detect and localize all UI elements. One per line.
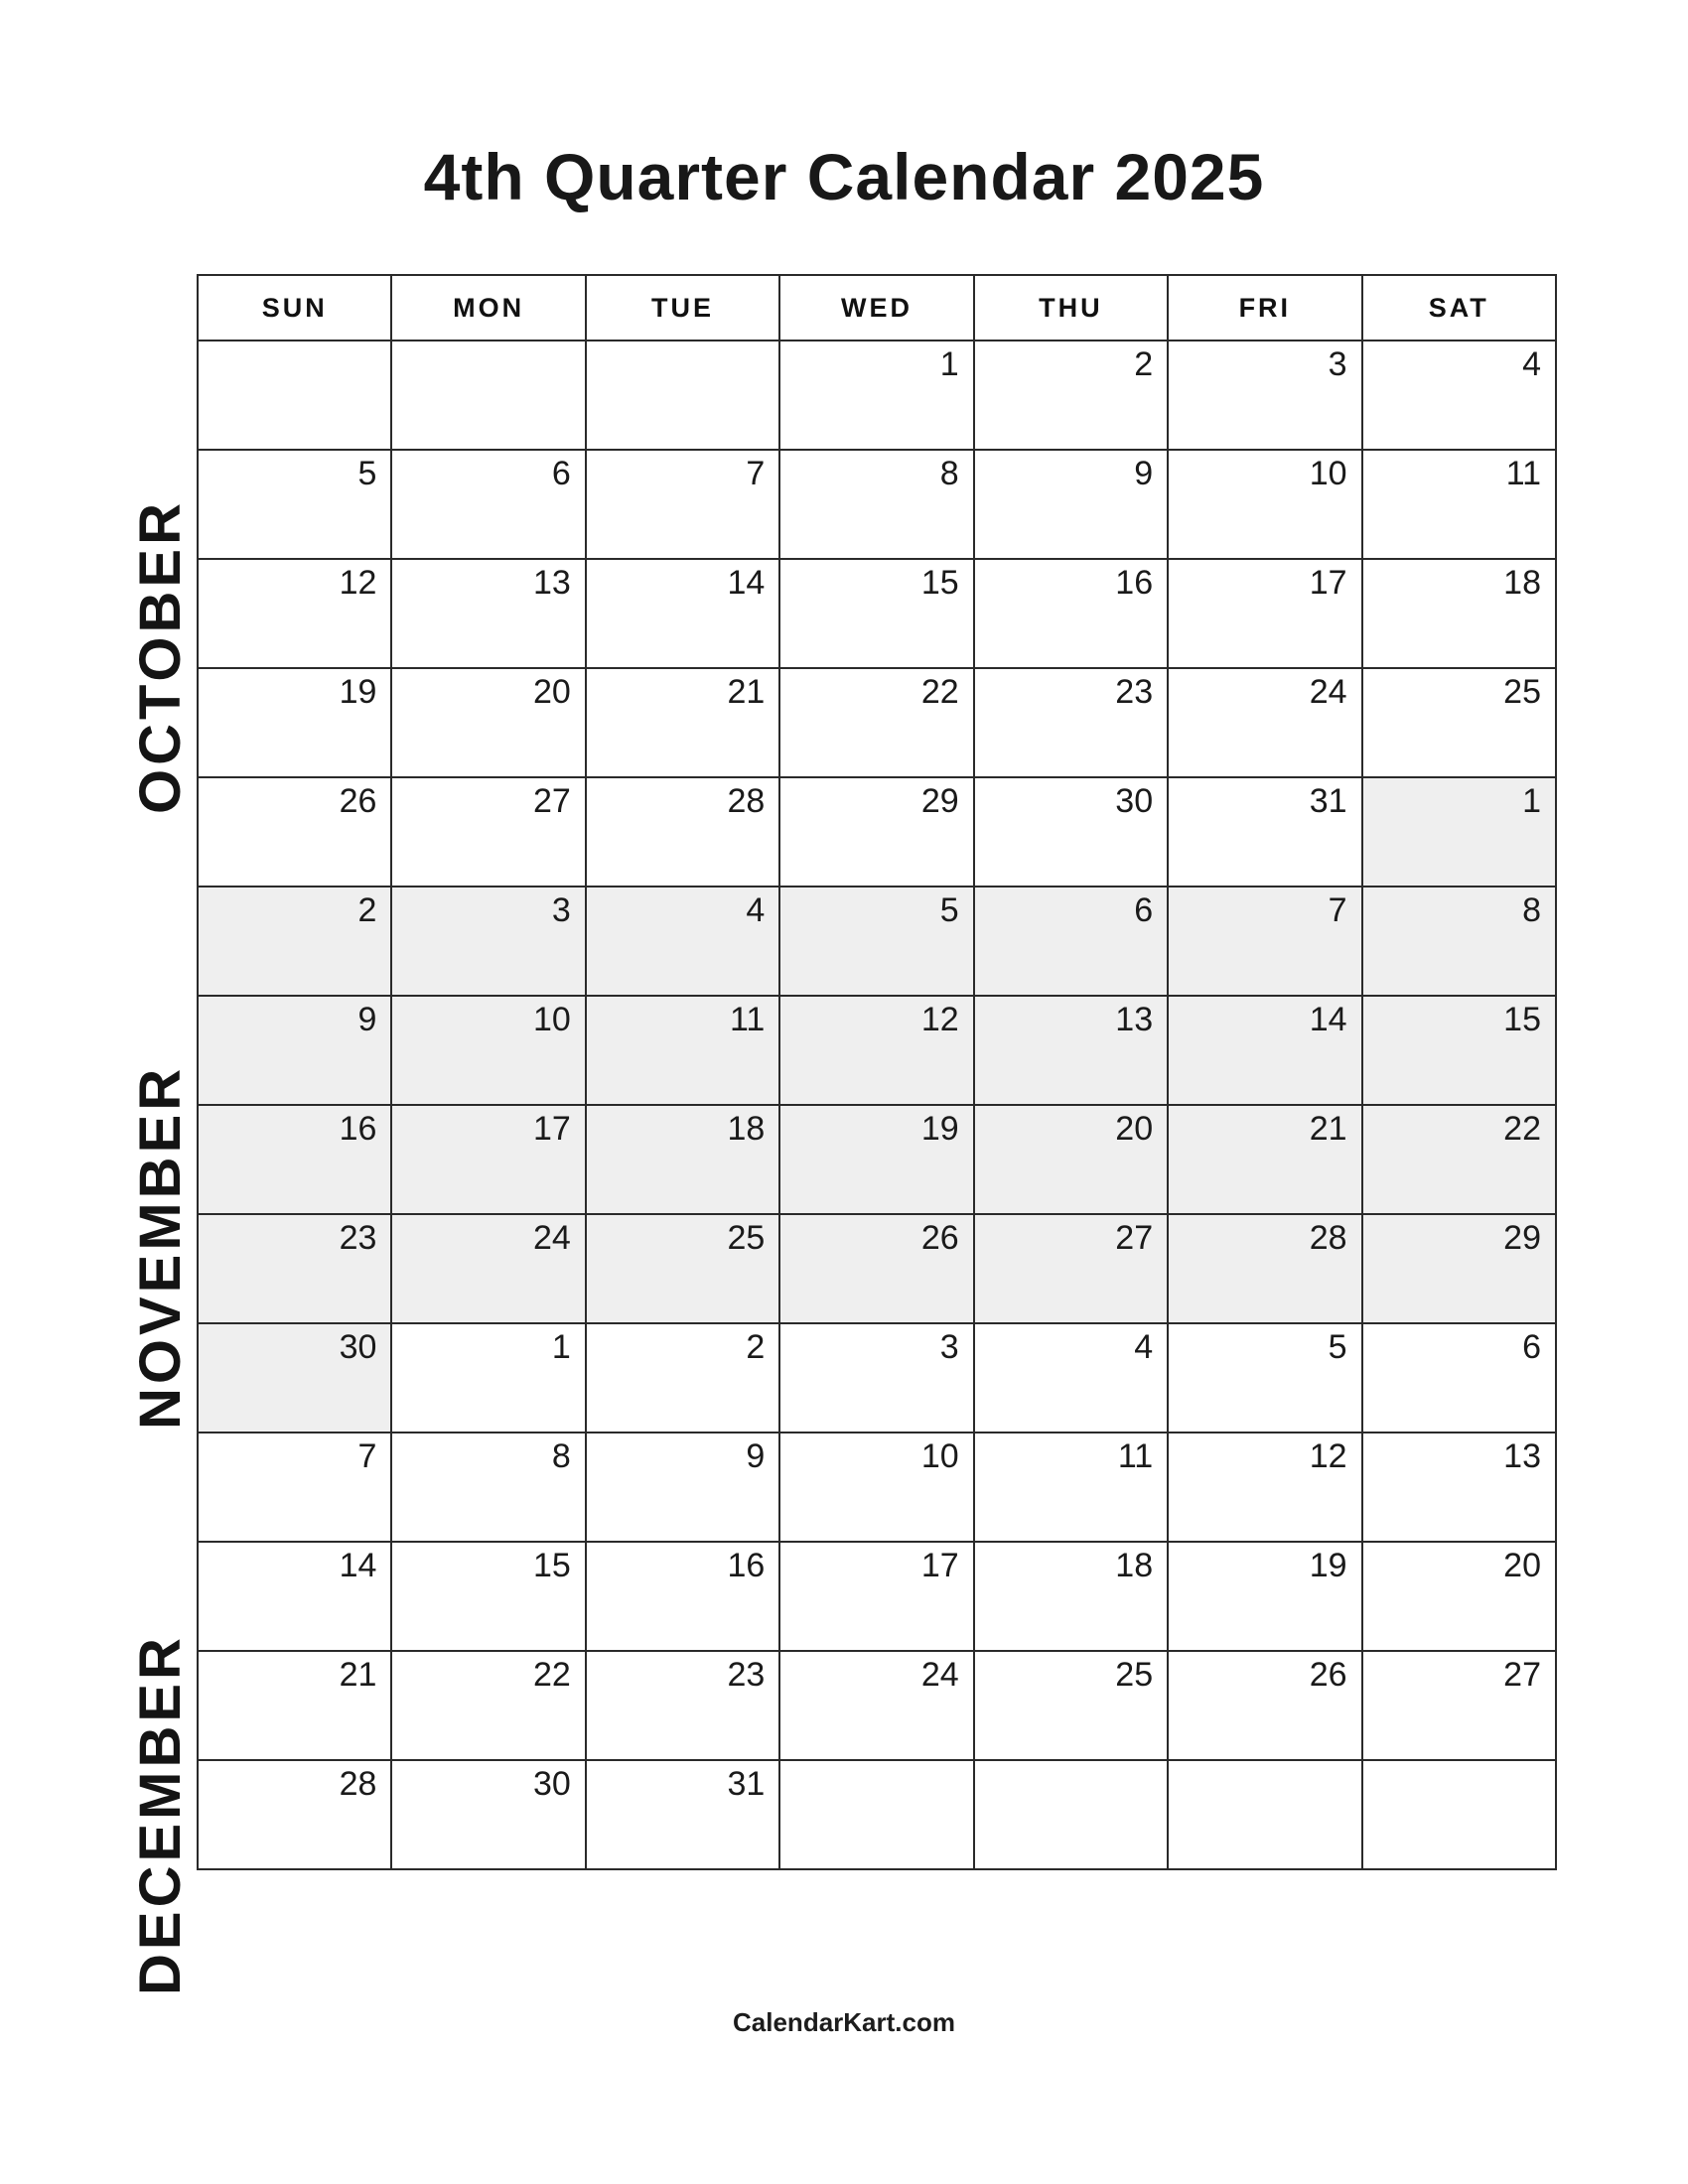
calendar-day-cell[interactable]: 12 — [1168, 1433, 1361, 1542]
calendar-cell-empty — [974, 1760, 1168, 1869]
calendar-day-cell[interactable]: 9 — [198, 996, 391, 1105]
weekday-header-tue: TUE — [586, 275, 779, 341]
calendar-cell-empty — [1362, 1760, 1556, 1869]
calendar-day-cell[interactable]: 30 — [198, 1323, 391, 1433]
calendar-day-cell[interactable]: 8 — [1362, 887, 1556, 996]
calendar-day-cell[interactable]: 22 — [1362, 1105, 1556, 1214]
calendar-day-cell[interactable]: 2 — [974, 341, 1168, 450]
weekday-header-sun: SUN — [198, 275, 391, 341]
calendar-day-cell[interactable]: 19 — [1168, 1542, 1361, 1651]
calendar-day-cell[interactable]: 14 — [1168, 996, 1361, 1105]
calendar-day-cell[interactable]: 6 — [391, 450, 585, 559]
weekday-header-row — [198, 275, 1556, 341]
calendar-day-cell[interactable]: 20 — [391, 668, 585, 777]
calendar-day-cell[interactable]: 30 — [974, 777, 1168, 887]
calendar-week-row — [198, 1542, 1556, 1651]
calendar-day-cell[interactable]: 5 — [779, 887, 973, 996]
calendar-day-cell[interactable]: 28 — [1168, 1214, 1361, 1323]
calendar-cell-empty — [391, 341, 585, 450]
calendar-week-row — [198, 777, 1556, 887]
calendar-day-cell[interactable]: 17 — [1168, 559, 1361, 668]
calendar-week-row — [198, 341, 1556, 450]
calendar-cell-empty — [586, 341, 779, 450]
calendar-day-cell[interactable]: 10 — [391, 996, 585, 1105]
calendar-day-cell[interactable]: 1 — [391, 1323, 585, 1433]
footer-branding: CalendarKart.com — [733, 2007, 955, 2037]
calendar-day-cell[interactable]: 21 — [198, 1651, 391, 1760]
calendar-day-cell[interactable]: 16 — [974, 559, 1168, 668]
calendar-week-row — [198, 996, 1556, 1105]
calendar-day-cell[interactable]: 17 — [391, 1105, 585, 1214]
calendar-week-row — [198, 1323, 1556, 1433]
calendar-day-cell[interactable]: 21 — [586, 668, 779, 777]
calendar-day-cell[interactable]: 13 — [1362, 1433, 1556, 1542]
calendar-day-cell[interactable]: 15 — [779, 559, 973, 668]
calendar-day-cell[interactable]: 10 — [1168, 450, 1361, 559]
month-label-december: DECEMBER — [128, 1634, 193, 1995]
calendar-week-row — [198, 1214, 1556, 1323]
calendar-day-cell[interactable]: 4 — [1362, 341, 1556, 450]
calendar-day-cell[interactable]: 9 — [586, 1433, 779, 1542]
calendar-day-cell[interactable]: 23 — [198, 1214, 391, 1323]
calendar-day-cell[interactable]: 8 — [779, 450, 973, 559]
calendar-day-cell[interactable]: 7 — [586, 450, 779, 559]
calendar-day-cell[interactable]: 6 — [1362, 1323, 1556, 1433]
calendar-day-cell[interactable]: 11 — [586, 996, 779, 1105]
calendar-day-cell[interactable]: 19 — [198, 668, 391, 777]
calendar-day-cell[interactable]: 24 — [779, 1651, 973, 1760]
calendar-day-cell[interactable]: 18 — [1362, 559, 1556, 668]
calendar-day-cell[interactable]: 31 — [586, 1760, 779, 1869]
calendar-day-cell[interactable]: 21 — [1168, 1105, 1361, 1214]
page-title: 4th Quarter Calendar 2025 — [423, 140, 1265, 213]
calendar-day-cell[interactable]: 12 — [779, 996, 973, 1105]
weekday-header-thu: THU — [974, 275, 1168, 341]
calendar-day-cell[interactable]: 13 — [391, 559, 585, 668]
calendar-day-cell[interactable]: 31 — [1168, 777, 1361, 887]
calendar-day-cell[interactable]: 26 — [779, 1214, 973, 1323]
calendar-day-cell[interactable]: 3 — [779, 1323, 973, 1433]
calendar-day-cell[interactable]: 15 — [391, 1542, 585, 1651]
calendar-day-cell[interactable]: 27 — [391, 777, 585, 887]
calendar-day-cell[interactable]: 27 — [1362, 1651, 1556, 1760]
calendar-day-cell[interactable]: 17 — [779, 1542, 973, 1651]
calendar-day-cell[interactable]: 1 — [1362, 777, 1556, 887]
calendar-day-cell[interactable]: 7 — [198, 1433, 391, 1542]
calendar-week-row — [198, 1105, 1556, 1214]
calendar-day-cell[interactable]: 12 — [198, 559, 391, 668]
calendar-cell-empty — [779, 1760, 973, 1869]
calendar-week-row — [198, 1433, 1556, 1542]
calendar-day-cell[interactable]: 8 — [391, 1433, 585, 1542]
calendar-day-cell[interactable]: 3 — [391, 887, 585, 996]
calendar-day-cell[interactable]: 25 — [974, 1651, 1168, 1760]
calendar-day-cell[interactable]: 1 — [779, 341, 973, 450]
calendar-day-cell[interactable]: 2 — [586, 1323, 779, 1433]
calendar-day-cell[interactable]: 29 — [1362, 1214, 1556, 1323]
calendar-day-cell[interactable]: 25 — [1362, 668, 1556, 777]
calendar-grid — [197, 274, 1557, 1870]
calendar-cell-empty — [1168, 1760, 1361, 1869]
calendar-table — [197, 274, 1557, 1870]
weekday-header-mon: MON — [391, 275, 585, 341]
weekday-header-fri: FRI — [1168, 275, 1361, 341]
calendar-day-cell[interactable]: 15 — [1362, 996, 1556, 1105]
calendar-day-cell[interactable]: 18 — [586, 1105, 779, 1214]
calendar-day-cell[interactable]: 5 — [1168, 1323, 1361, 1433]
calendar-week-row — [198, 559, 1556, 668]
calendar-day-cell[interactable]: 6 — [974, 887, 1168, 996]
calendar-day-cell[interactable]: 26 — [198, 777, 391, 887]
calendar-cell-empty — [198, 341, 391, 450]
calendar-day-cell[interactable]: 20 — [974, 1105, 1168, 1214]
calendar-day-cell[interactable]: 24 — [1168, 668, 1361, 777]
calendar-day-cell[interactable]: 9 — [974, 450, 1168, 559]
calendar-day-cell[interactable]: 10 — [779, 1433, 973, 1542]
calendar-day-cell[interactable]: 2 — [198, 887, 391, 996]
calendar-day-cell[interactable]: 23 — [586, 1651, 779, 1760]
calendar-day-cell[interactable]: 22 — [779, 668, 973, 777]
calendar-day-cell[interactable]: 24 — [391, 1214, 585, 1323]
calendar-day-cell[interactable]: 11 — [1362, 450, 1556, 559]
calendar-day-cell[interactable]: 13 — [974, 996, 1168, 1105]
calendar-day-cell[interactable]: 28 — [586, 777, 779, 887]
calendar-day-cell[interactable]: 16 — [586, 1542, 779, 1651]
calendar-day-cell[interactable]: 20 — [1362, 1542, 1556, 1651]
calendar-day-cell[interactable]: 28 — [198, 1760, 391, 1869]
calendar-day-cell[interactable]: 18 — [974, 1542, 1168, 1651]
calendar-week-row — [198, 887, 1556, 996]
calendar-day-cell[interactable]: 23 — [974, 668, 1168, 777]
calendar-day-cell[interactable]: 11 — [974, 1433, 1168, 1542]
calendar-day-cell[interactable]: 14 — [198, 1542, 391, 1651]
calendar-day-cell[interactable]: 19 — [779, 1105, 973, 1214]
weekday-header-wed: WED — [779, 275, 973, 341]
calendar-week-row — [198, 668, 1556, 777]
calendar-day-cell[interactable]: 4 — [974, 1323, 1168, 1433]
calendar-body — [198, 341, 1556, 1869]
calendar-day-cell[interactable]: 3 — [1168, 341, 1361, 450]
calendar-week-row — [198, 1651, 1556, 1760]
calendar-day-cell[interactable]: 26 — [1168, 1651, 1361, 1760]
calendar-day-cell[interactable]: 16 — [198, 1105, 391, 1214]
calendar-day-cell[interactable]: 29 — [779, 777, 973, 887]
month-label-november: NOVEMBER — [128, 1064, 193, 1430]
calendar-week-row — [198, 1760, 1556, 1869]
month-label-october: OCTOBER — [128, 499, 193, 814]
calendar-day-cell[interactable]: 5 — [198, 450, 391, 559]
calendar-day-cell[interactable]: 22 — [391, 1651, 585, 1760]
weekday-header-sat: SAT — [1362, 275, 1556, 341]
calendar-day-cell[interactable]: 4 — [586, 887, 779, 996]
calendar-day-cell[interactable]: 14 — [586, 559, 779, 668]
calendar-day-cell[interactable]: 7 — [1168, 887, 1361, 996]
calendar-day-cell[interactable]: 30 — [391, 1760, 585, 1869]
calendar-day-cell[interactable]: 25 — [586, 1214, 779, 1323]
calendar-day-cell[interactable]: 27 — [974, 1214, 1168, 1323]
calendar-week-row — [198, 450, 1556, 559]
